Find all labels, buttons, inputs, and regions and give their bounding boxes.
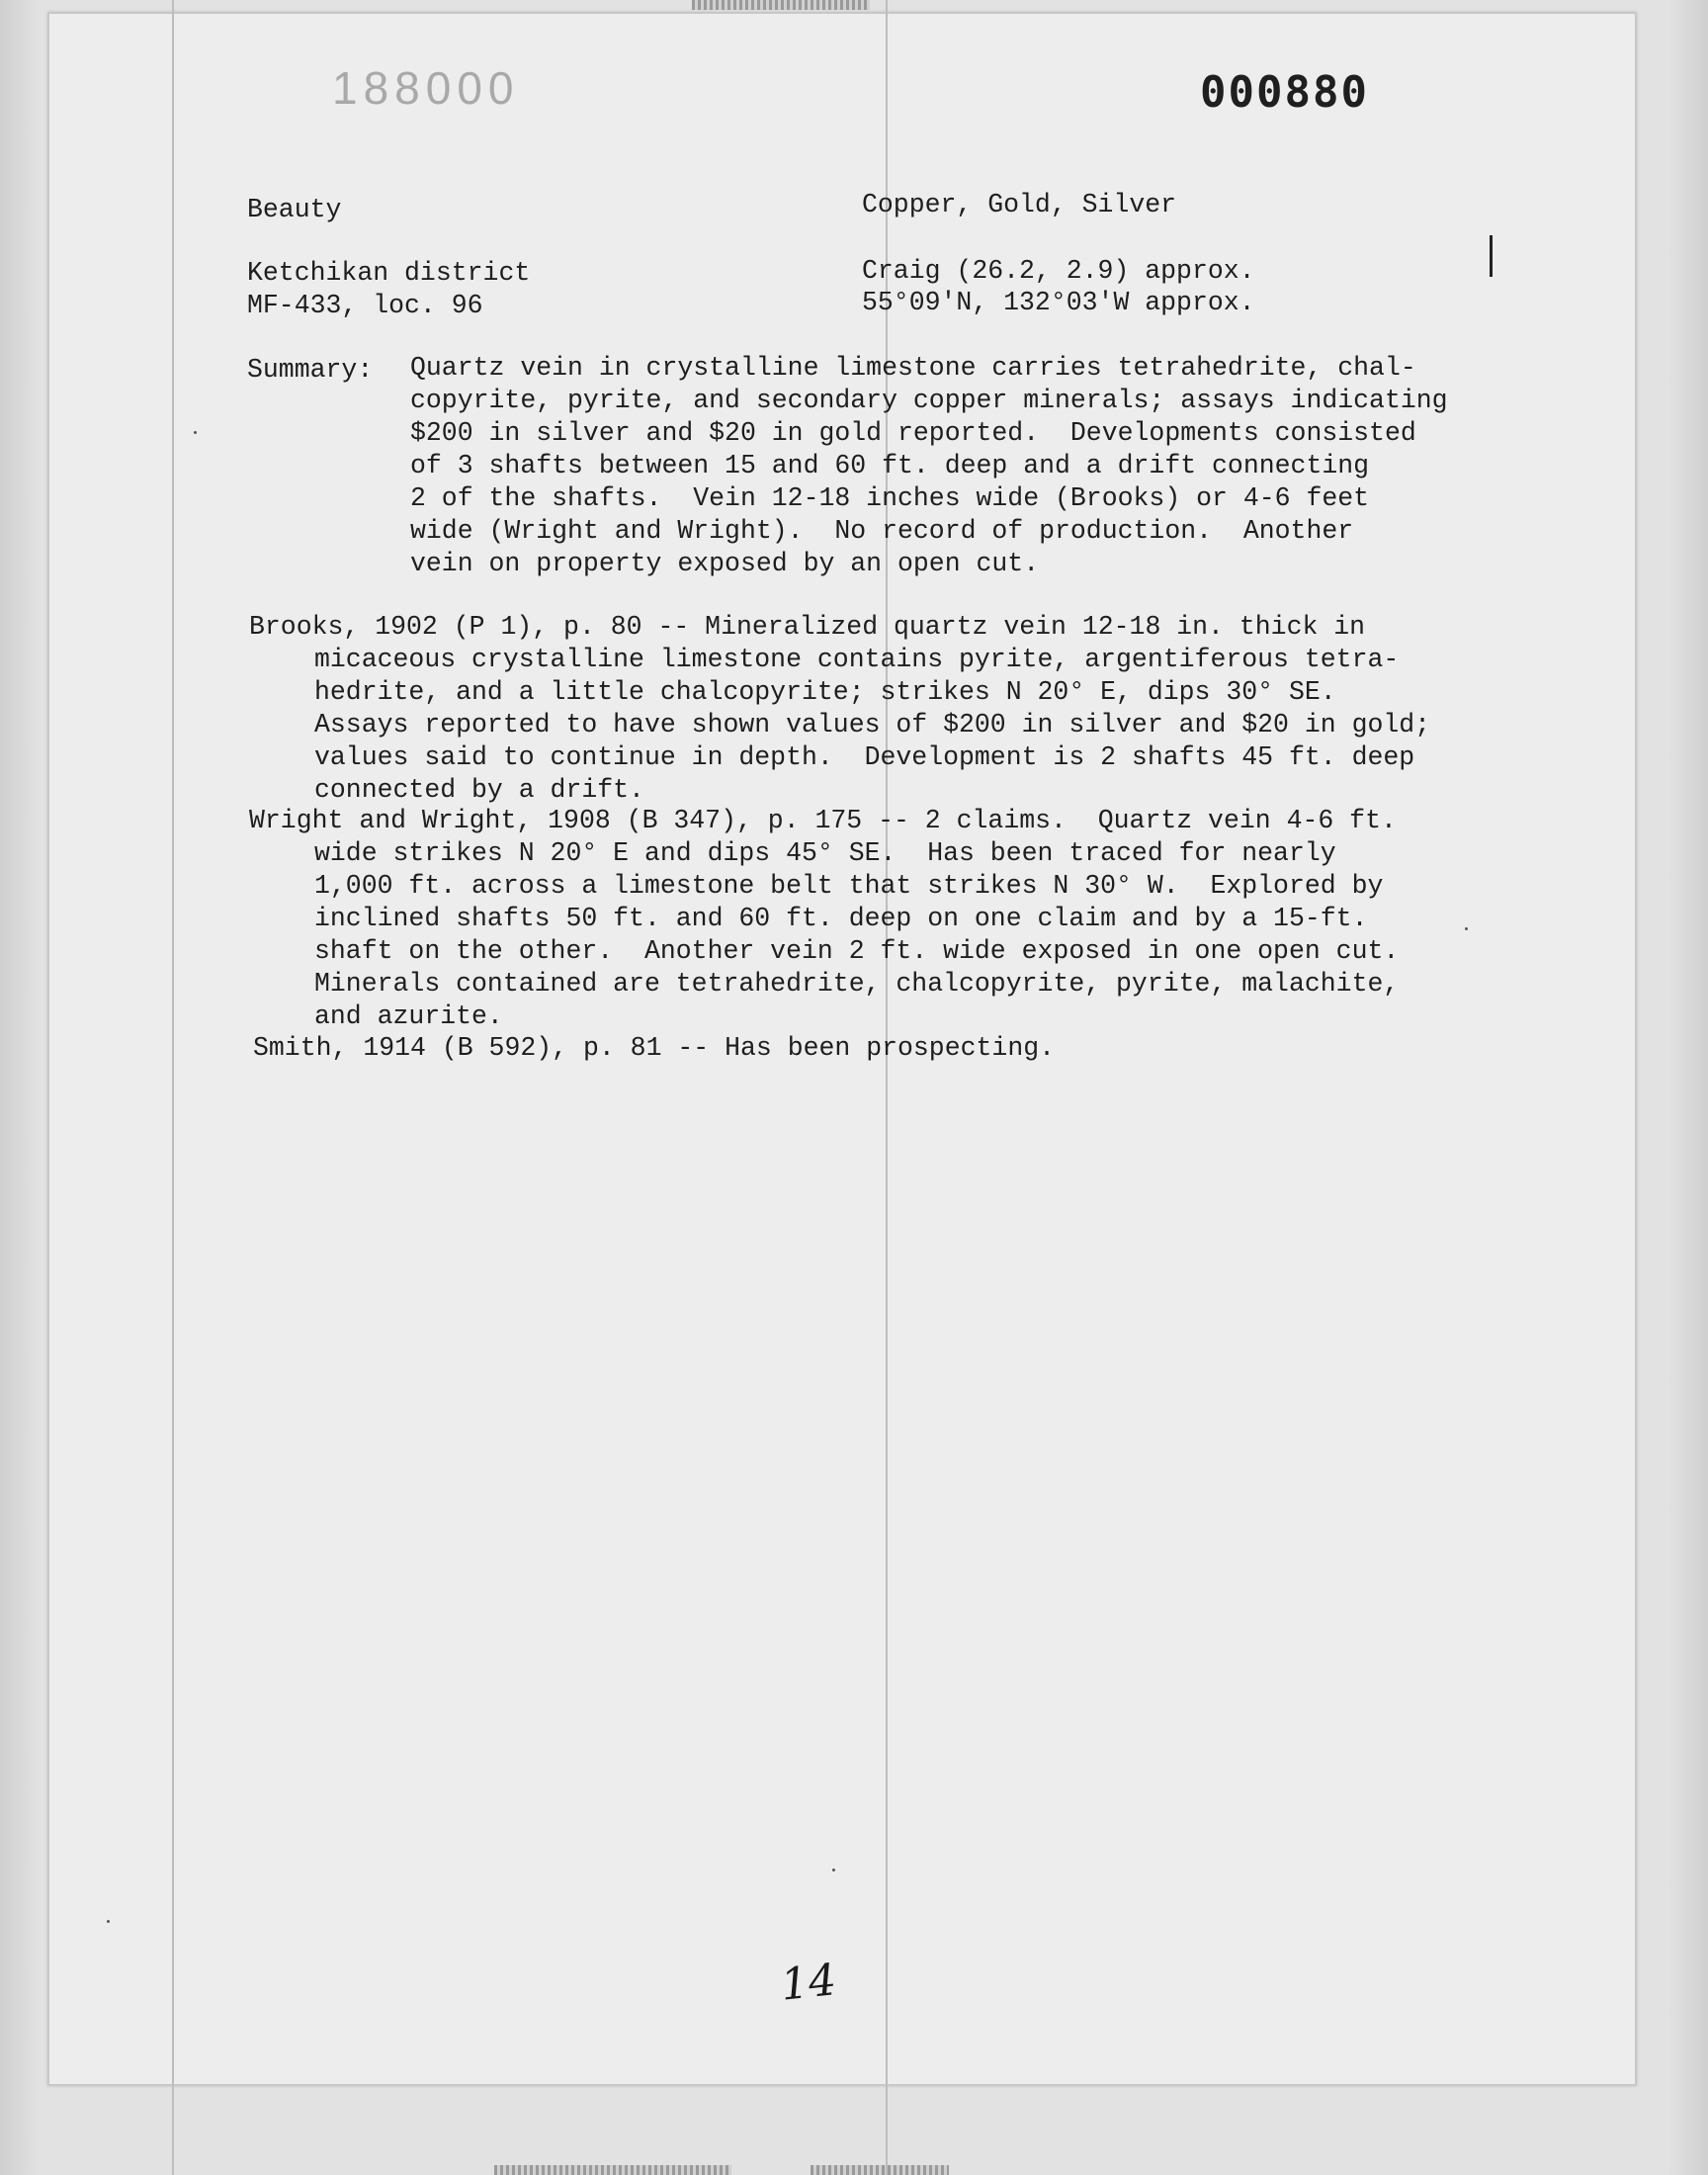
reference-line: Minerals contained are tetrahedrite, chalcopyrite, pyrite, malachite, <box>314 969 1400 999</box>
summary-line: wide (Wright and Wright). No record of production. Another <box>410 516 1354 546</box>
reference-line: hedrite, and a little chalcopyrite; strikes N 20° E, dips 30° SE. <box>314 677 1336 707</box>
summary-line: vein on property exposed by an open cut. <box>410 549 1040 578</box>
reference-first-line: Smith, 1914 (B 592), p. 81 -- Has been prospecting. <box>253 1033 1056 1063</box>
record-stamp-number: 000880 <box>1200 67 1369 118</box>
scan-speck <box>194 431 197 434</box>
summary-label: Summary: <box>247 355 374 385</box>
scan-edge-strip <box>494 2165 731 2175</box>
fold-line <box>886 0 888 2175</box>
reference-line: connected by a drift. <box>314 775 644 805</box>
reference-line: and azurite. <box>314 1001 503 1031</box>
summary-line: of 3 shafts between 15 and 60 ft. deep and a drift connecting <box>410 451 1370 480</box>
summary-line: copyrite, pyrite, and secondary copper minerals; assays indicating <box>410 386 1448 415</box>
reference-line: values said to continue in depth. Development is 2 shafts 45 ft. deep <box>314 742 1415 772</box>
reference-line: inclined shafts 50 ft. and 60 ft. deep on one claim and by a 15-ft. <box>314 904 1368 933</box>
summary-line: Quartz vein in crystalline limestone carries tetrahedrite, chal- <box>410 353 1416 383</box>
scan-speck <box>832 1869 835 1871</box>
summary-line: $200 in silver and $20 in gold reported. Developments consisted <box>410 418 1416 448</box>
reference-line: Assays reported to have shown values of $200 in silver and $20 in gold; <box>314 710 1431 740</box>
reference-line: micaceous crystalline limestone contains pyrite, argentiferous tetra- <box>314 645 1400 674</box>
scan-edge-strip <box>692 0 870 10</box>
scan-edge-strip <box>811 2165 949 2175</box>
property-name: Beauty <box>247 195 342 224</box>
reference-first-line: Brooks, 1902 (P 1), p. 80 -- Mineralized quartz vein 12-18 in. thick in <box>249 612 1366 642</box>
reference-first-line: Wright and Wright, 1908 (B 347), p. 175 -- 2 claims. Quartz vein 4-6 ft. <box>249 806 1397 835</box>
commodities: Copper, Gold, Silver <box>862 190 1177 219</box>
scan-speck <box>107 1920 110 1923</box>
quadrangle-location: Craig (26.2, 2.9) approx. <box>862 256 1255 286</box>
summary-line: 2 of the shafts. Vein 12-18 inches wide (Brooks) or 4-6 feet <box>410 483 1370 513</box>
reference-line: 1,000 ft. across a limestone belt that strikes N 30° W. Explored by <box>314 871 1384 901</box>
coordinates: 55°09'N, 132°03'W approx. <box>862 288 1255 317</box>
reference-line: wide strikes N 20° E and dips 45° SE. Has been traced for nearly <box>314 838 1336 868</box>
scan-speck <box>1465 927 1468 930</box>
faint-stamp-number: 188000 <box>332 62 520 114</box>
map-reference: MF-433, loc. 96 <box>247 291 483 320</box>
margin-mark <box>1490 235 1493 277</box>
reference-line: shaft on the other. Another vein 2 ft. wide exposed in one open cut. <box>314 936 1400 966</box>
handwritten-page-number: 14 <box>778 1955 839 2011</box>
district: Ketchikan district <box>247 258 531 288</box>
fold-line <box>172 0 174 2175</box>
